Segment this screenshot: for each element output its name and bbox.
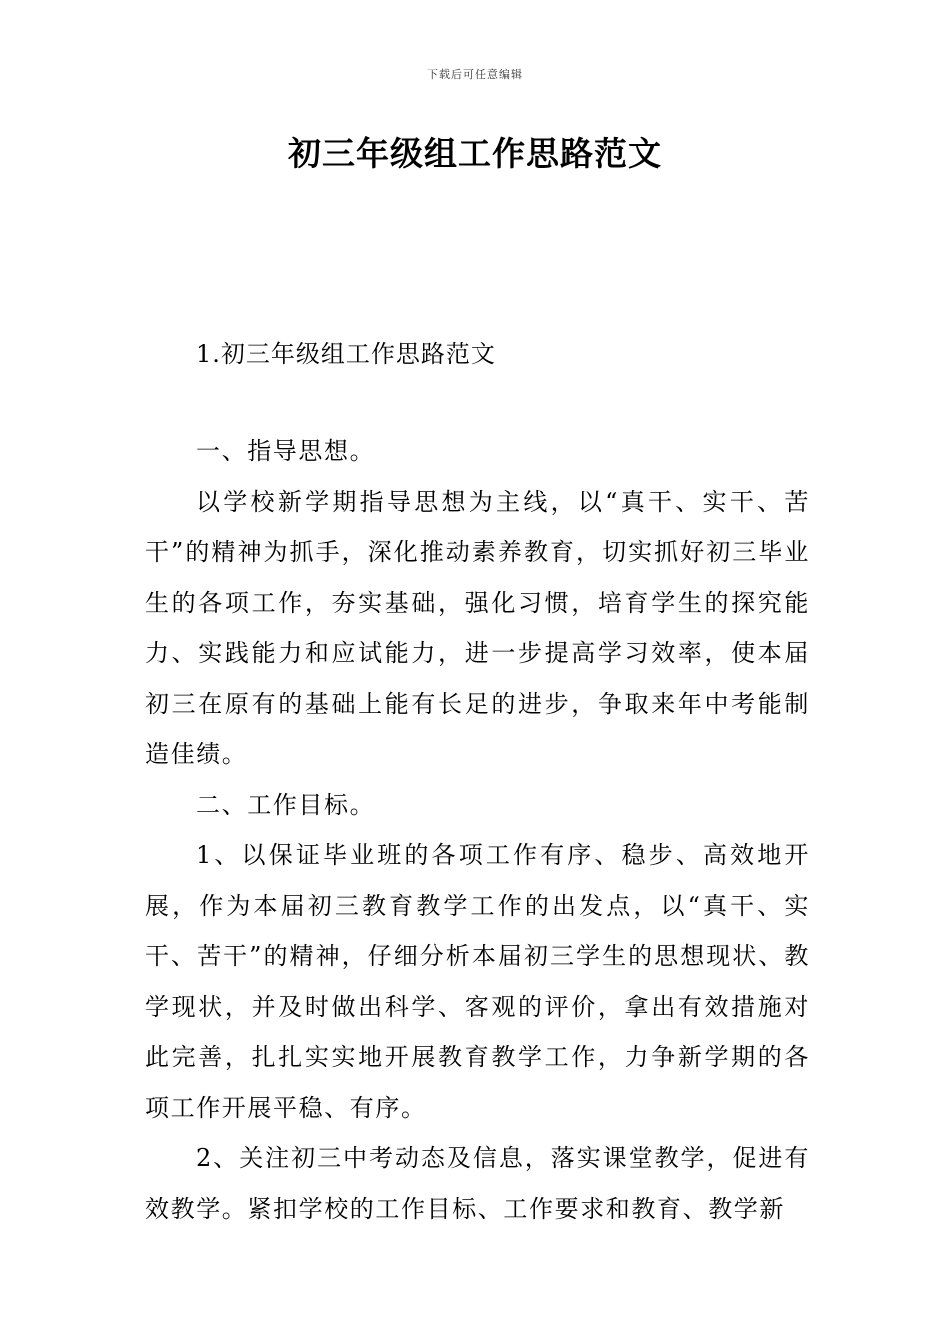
heading-guiding-ideology: 一、指导思想。	[196, 437, 376, 465]
paragraph-goal-1: 1、以保证毕业班的各项工作有序、稳步、高效地开展，作为本届初三教育教学工作的出发点，以“真干、实干、苦干”的精神，仔细分析本届初三学生的思想现状、教学现状，并及时做出科学、客观的评价，拿出有效措施对此完善，扎扎实实地开展教育教学工作，力争新学期的各项工作开展平稳、有序。	[145, 841, 810, 1122]
heading-work-goals: 二、工作目标。	[196, 790, 376, 819]
header-note: 下载后可任意编辑	[427, 68, 523, 81]
paragraph-goal-2: 2、关注初三中考动态及信息，落实课堂教学，促进有效教学。紧扣学校的工作目标、工作要求和教育、教学新	[145, 1144, 810, 1223]
document-title: 初三年级组工作思路范文	[288, 134, 662, 173]
document-body	[145, 426, 810, 1234]
section-title: 1.初三年级组工作思路范文	[196, 340, 496, 368]
paragraph-guiding-ideology: 以学校新学期指导思想为主线，以“真干、实干、苦干”的精神为抓手，深化推动素养教育，切实抓好初三毕业生的各项工作，夯实基础，强化习惯，培育学生的探究能力、实践能力和应试能力，进一步提高学习效率，使本届初三在原有的基础上能有长足的进步，争取来年中考能制造佳绩。	[145, 487, 810, 768]
